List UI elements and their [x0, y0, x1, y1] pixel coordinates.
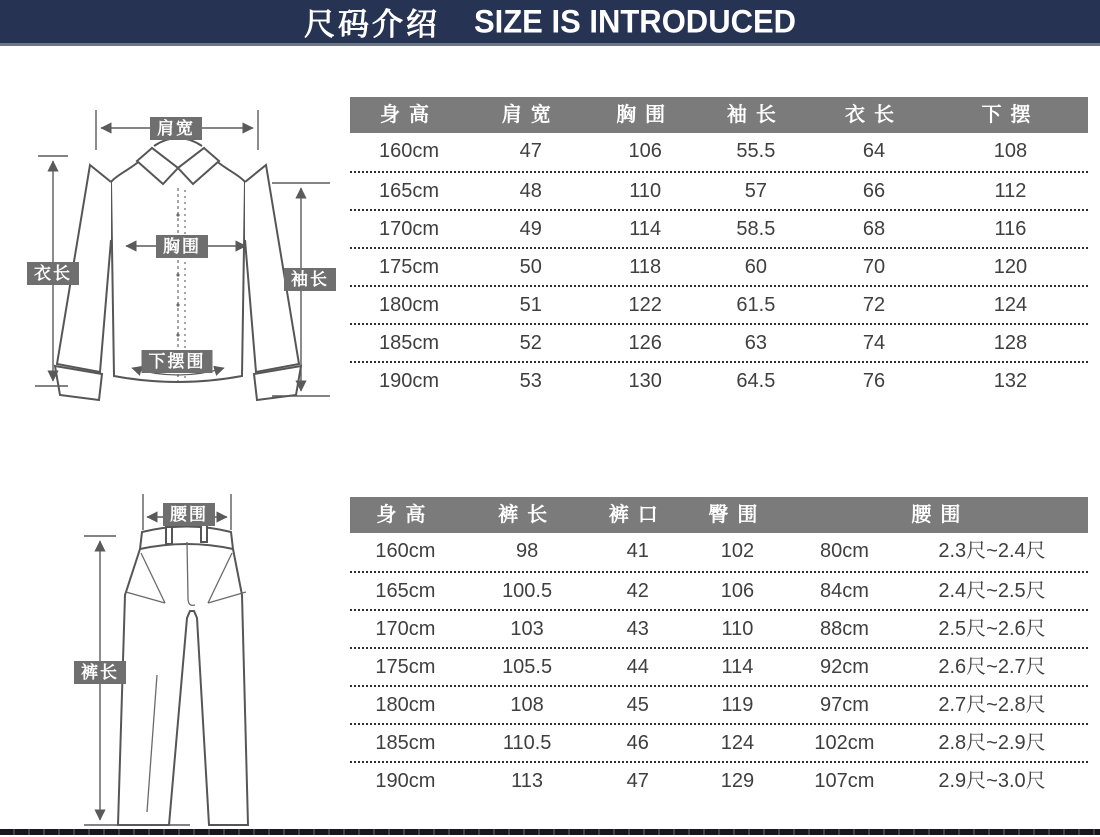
table-cell: 114 — [629, 218, 662, 240]
table-cell: 112 — [994, 180, 1027, 202]
table-cell: 190cm — [375, 770, 436, 792]
table-cell: 2.5尺~2.6尺 — [938, 618, 1046, 640]
column-header: 胸围 — [616, 104, 675, 126]
table-cell: 106 — [628, 140, 662, 162]
table-cell: 129 — [720, 770, 755, 792]
table-cell: 110.5 — [502, 732, 552, 754]
garment-length-label: 衣长 — [27, 262, 79, 285]
table-cell: 119 — [721, 694, 754, 716]
table-cell: 175cm — [379, 256, 440, 278]
column-header: 肩宽 — [501, 104, 560, 126]
column-header: 腰围 — [911, 504, 970, 526]
table-row — [350, 761, 1088, 799]
table-cell: 61.5 — [736, 294, 776, 316]
table-cell: 92cm — [819, 656, 869, 678]
table-cell: 2.9尺~3.0尺 — [938, 770, 1046, 792]
table-cell: 128 — [993, 332, 1028, 354]
table-cell: 80cm — [819, 540, 869, 562]
table-cell: 64.5 — [736, 370, 776, 392]
table-cell: 2.6尺~2.7尺 — [938, 656, 1046, 678]
table-row — [350, 685, 1088, 723]
table-cell: 118 — [629, 256, 662, 278]
table-cell: 47 — [519, 140, 542, 162]
sleeve-length-label: 袖长 — [284, 268, 336, 291]
banner-title-english: SIZE IS INTRODUCED — [473, 2, 797, 40]
table-row — [350, 533, 1088, 571]
table-cell: 107cm — [814, 770, 875, 792]
table-cell: 88cm — [819, 618, 869, 640]
banner-title-chinese: 尺码介绍 — [303, 7, 440, 42]
table-cell: 76 — [862, 370, 886, 392]
column-header: 衣长 — [844, 104, 903, 126]
table-cell: 42 — [626, 580, 649, 602]
table-cell: 74 — [862, 332, 886, 354]
table-cell: 2.7尺~2.8尺 — [938, 694, 1046, 716]
table-row — [350, 247, 1088, 285]
table-cell: 160cm — [379, 140, 440, 162]
table-row — [350, 609, 1088, 647]
table-cell: 57 — [744, 180, 767, 202]
table-cell: 102cm — [814, 732, 875, 754]
table-cell: 58.5 — [736, 218, 776, 240]
table-cell: 124 — [993, 294, 1028, 316]
chest-label: 胸围 — [156, 235, 208, 258]
shoulder-width-label: 肩宽 — [150, 117, 202, 140]
table-cell: 2.3尺~2.4尺 — [938, 540, 1046, 562]
table-cell: 108 — [510, 694, 544, 716]
table-cell: 47 — [626, 770, 649, 792]
table-cell: 45 — [626, 694, 649, 716]
table-cell: 185cm — [375, 732, 436, 754]
table-cell: 50 — [519, 256, 542, 278]
table-cell: 84cm — [819, 580, 869, 602]
table-cell: 106 — [720, 580, 755, 602]
table-cell: 122 — [628, 294, 662, 316]
table-cell: 53 — [519, 370, 542, 392]
table-cell: 103 — [510, 618, 544, 640]
table-cell: 97cm — [819, 694, 869, 716]
pants-length-label: 裤长 — [74, 661, 126, 684]
pants-table-body — [350, 533, 1088, 799]
hem-label: 下摆围 — [142, 350, 213, 373]
table-cell: 175cm — [375, 656, 436, 678]
table-cell: 60 — [744, 256, 767, 278]
table-cell: 165cm — [379, 180, 440, 202]
table-row — [350, 361, 1088, 399]
table-cell: 49 — [519, 218, 542, 240]
column-header: 身高 — [380, 104, 439, 126]
table-row — [350, 133, 1088, 171]
table-row — [350, 209, 1088, 247]
table-cell: 52 — [519, 332, 542, 354]
table-cell: 68 — [862, 218, 886, 240]
bottom-divider — [0, 829, 1100, 835]
banner — [0, 0, 1100, 46]
column-header: 袖长 — [726, 104, 785, 126]
table-cell: 98 — [515, 540, 539, 562]
table-cell: 72 — [862, 294, 886, 316]
table-row — [350, 723, 1088, 761]
table-cell: 64 — [862, 140, 886, 162]
pants-illustration — [30, 480, 340, 830]
pants-table-header — [350, 497, 1088, 533]
table-cell: 180cm — [379, 294, 440, 316]
table-cell: 126 — [628, 332, 662, 354]
waist-label: 腰围 — [163, 503, 215, 526]
table-cell: 113 — [511, 770, 544, 792]
table-row — [350, 647, 1088, 685]
shirt-diagram — [10, 70, 345, 425]
table-cell: 70 — [862, 256, 886, 278]
table-cell: 63 — [744, 332, 767, 354]
table-cell: 170cm — [375, 618, 436, 640]
table-cell: 130 — [628, 370, 662, 392]
table-cell: 55.5 — [736, 140, 776, 162]
table-cell: 116 — [994, 218, 1027, 240]
column-header: 下摆 — [981, 104, 1040, 126]
column-header: 裤长 — [498, 504, 557, 526]
table-row — [350, 323, 1088, 361]
table-cell: 124 — [720, 732, 755, 754]
pants-diagram — [30, 480, 340, 830]
table-cell: 160cm — [375, 540, 436, 562]
column-header: 臀围 — [708, 504, 767, 526]
table-cell: 132 — [993, 370, 1028, 392]
table-cell: 41 — [626, 540, 649, 562]
table-cell: 170cm — [379, 218, 440, 240]
table-cell: 114 — [721, 656, 754, 678]
table-cell: 100.5 — [502, 580, 553, 602]
table-row — [350, 171, 1088, 209]
table-cell: 66 — [862, 180, 886, 202]
table-cell: 190cm — [379, 370, 440, 392]
table-cell: 46 — [626, 732, 649, 754]
column-header: 身高 — [376, 504, 435, 526]
table-cell: 110 — [721, 618, 754, 640]
shirt-table-body — [350, 133, 1088, 399]
table-cell: 2.4尺~2.5尺 — [938, 580, 1046, 602]
table-cell: 108 — [993, 140, 1028, 162]
column-header: 裤口 — [608, 504, 667, 526]
table-cell: 120 — [993, 256, 1028, 278]
table-cell: 102 — [720, 540, 755, 562]
table-cell: 43 — [626, 618, 649, 640]
table-row — [350, 571, 1088, 609]
pants-size-table — [350, 497, 1088, 799]
table-cell: 105.5 — [502, 656, 553, 678]
table-row — [350, 285, 1088, 323]
table-cell: 2.8尺~2.9尺 — [938, 732, 1046, 754]
table-cell: 110 — [629, 180, 662, 202]
table-cell: 51 — [519, 294, 542, 316]
table-cell: 185cm — [379, 332, 440, 354]
shirt-table-header — [350, 97, 1088, 133]
table-cell: 180cm — [375, 694, 436, 716]
shirt-size-table — [350, 97, 1088, 399]
table-cell: 44 — [626, 656, 649, 678]
table-cell: 48 — [519, 180, 542, 202]
table-cell: 165cm — [375, 580, 436, 602]
